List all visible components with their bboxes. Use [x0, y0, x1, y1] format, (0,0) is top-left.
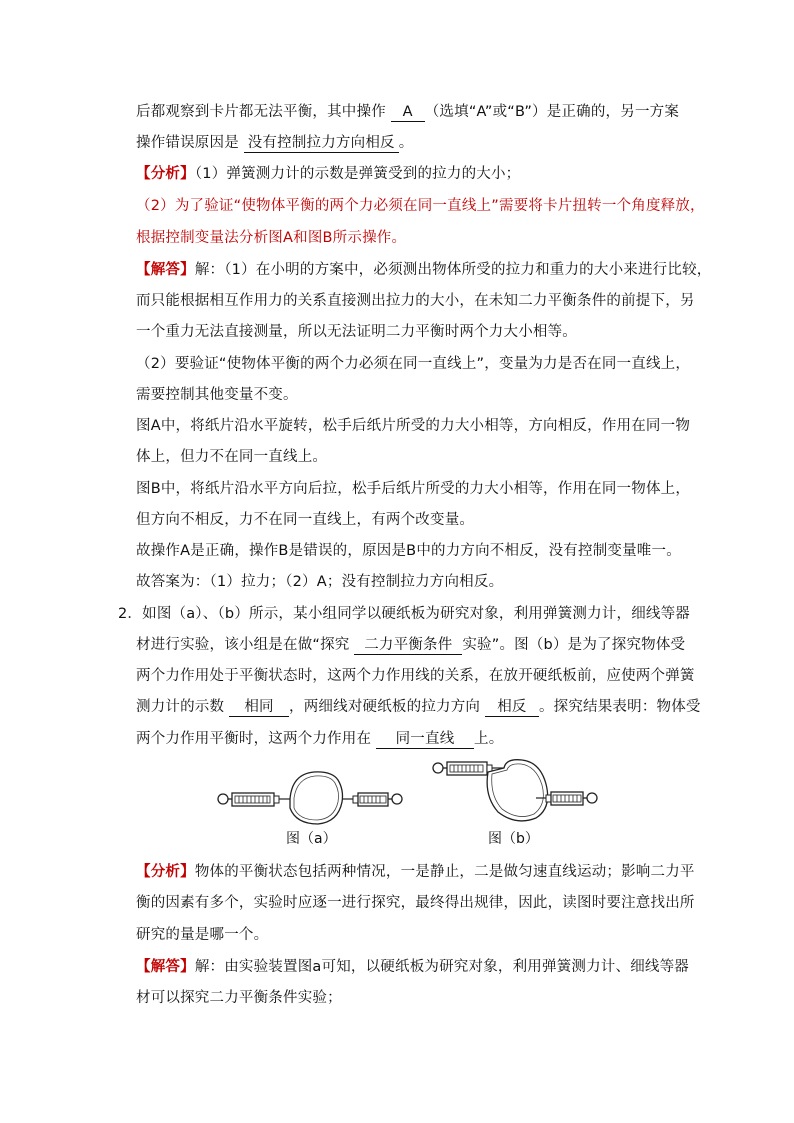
answer-blank: 相同 [229, 698, 289, 717]
text: 两个力作用处于平衡状态时，这两个力作用线的关系，在放开硬纸板前，应使两个弹簧 [136, 668, 695, 684]
text-line [136, 228, 406, 248]
text: 图B中，将纸片沿水平方向后拉，松手后纸片所受的力大小相等，作用在同一物体上， [136, 481, 691, 497]
text: 材进行实验，该小组是在做“探究 [136, 637, 355, 653]
text-line [136, 697, 701, 717]
analysis-tag: 【分析】 [136, 864, 195, 880]
figure-b-diagram [430, 752, 600, 826]
text: 而只能根据相互作用力的关系直接测出拉力的大小，在未知二力平衡条件的前提下，另 [136, 293, 695, 309]
text-line [136, 729, 503, 749]
text: 图A中，将纸片沿水平旋转，松手后纸片所受的力大小相等，方向相反，作用在同一物 [136, 418, 691, 434]
text: 材可以探究二力平衡条件实验； [136, 990, 342, 1006]
text-line [136, 925, 268, 945]
text: 。 [398, 135, 414, 151]
text: （2）为了验证“使物体平衡的两个力必须在同一直线上”需要将卡片扭转一个角度释放， [136, 198, 705, 214]
figure-b-caption: 图（b） [488, 831, 539, 847]
text: 研究的量是哪一个。 [136, 927, 269, 943]
text: 故答案为：（1）拉力；（2）A；没有控制拉力方向相反。 [136, 574, 504, 590]
text: 2．如图（a）、（b）所示，某小组同学以硬纸板为研究对象，利用弹簧测力计，细线等器 [118, 606, 691, 622]
text: 衡的因素有多个，实验时应逐一进行探究，最终得出规律，因此，读图时要注意找出所 [136, 895, 695, 911]
analysis-line [136, 862, 695, 882]
text-line [136, 416, 690, 436]
text-line [136, 322, 577, 342]
text: 操作错误原因是 [136, 135, 244, 151]
text-line [136, 102, 679, 122]
text-line [136, 196, 705, 216]
text: 测力计的示数 [136, 699, 230, 715]
answer-blank: 相反 [485, 698, 539, 717]
answer-blank: A [391, 103, 425, 122]
text: 两个力作用平衡时，这两个力作用在 [136, 731, 377, 747]
text-line [136, 572, 503, 592]
text-line [136, 635, 685, 655]
text-line [136, 447, 327, 467]
text-line [136, 291, 695, 311]
text: 解：（1）在小明的方案中，必须测出物体所受的拉力和重力的大小来进行比较， [194, 262, 712, 278]
answer-line [136, 260, 712, 280]
answer-tag: 【解答】 [136, 959, 195, 975]
text: 上。 [474, 731, 504, 747]
text-line [136, 133, 413, 153]
text: 一个重力无法直接测量，所以无法证明二力平衡时两个力大小相等。 [136, 324, 577, 340]
text: 解：由实验装置图a可知，以硬纸板为研究对象，利用弹簧测力计、细线等器 [194, 959, 689, 975]
text: 但方向不相反，力不在同一直线上，有两个改变量。 [136, 512, 475, 528]
answer-line [136, 957, 689, 977]
text: ，两细线对硬纸板的拉力方向 [289, 699, 485, 715]
figure-a-caption: 图（a） [286, 831, 337, 847]
text: 。探究结果表明：物体受 [538, 699, 701, 715]
text-line [136, 479, 690, 499]
text: 需要控制其他变量不变。 [136, 387, 298, 403]
text: 实验”。图（b）是为了探究物体受 [462, 637, 686, 653]
analysis-line [136, 164, 520, 184]
text-line [136, 541, 681, 561]
text: 根据控制变量法分析图A和图B所示操作。 [136, 230, 407, 246]
text: 故操作A是正确，操作B是错误的，原因是B中的力方向不相反，没有控制变量唯一。 [136, 543, 681, 559]
text-line [136, 354, 690, 374]
text-line [136, 666, 695, 686]
text: 体上，但力不在同一直线上。 [136, 449, 328, 465]
answer-tag: 【解答】 [136, 262, 195, 278]
answer-blank: 同一直线 [376, 730, 474, 749]
text: 后都观察到卡片都无法平衡，其中操作 [136, 104, 391, 120]
text-line [136, 988, 342, 1008]
analysis-tag: 【分析】 [136, 166, 195, 182]
text-line [136, 510, 474, 530]
text: （1）弹簧测力计的示数是弹簧受到的拉力的大小； [194, 166, 521, 182]
answer-blank: 二力平衡条件 [354, 636, 462, 655]
text: 物体的平衡状态包括两种情况，一是静止，二是做匀速直线运动；影响二力平 [194, 864, 695, 880]
text-line [136, 385, 298, 405]
text-line [136, 893, 695, 913]
figure-a-diagram [214, 768, 404, 828]
text: （2）要验证“使物体平衡的两个力必须在同一直线上”，变量为力是否在同一直线上， [136, 356, 691, 372]
question-2-line [118, 604, 690, 624]
answer-blank: 没有控制拉力方向相反 [244, 134, 399, 153]
text: （选填“A”或“B”）是正确的，另一方案 [424, 104, 680, 120]
